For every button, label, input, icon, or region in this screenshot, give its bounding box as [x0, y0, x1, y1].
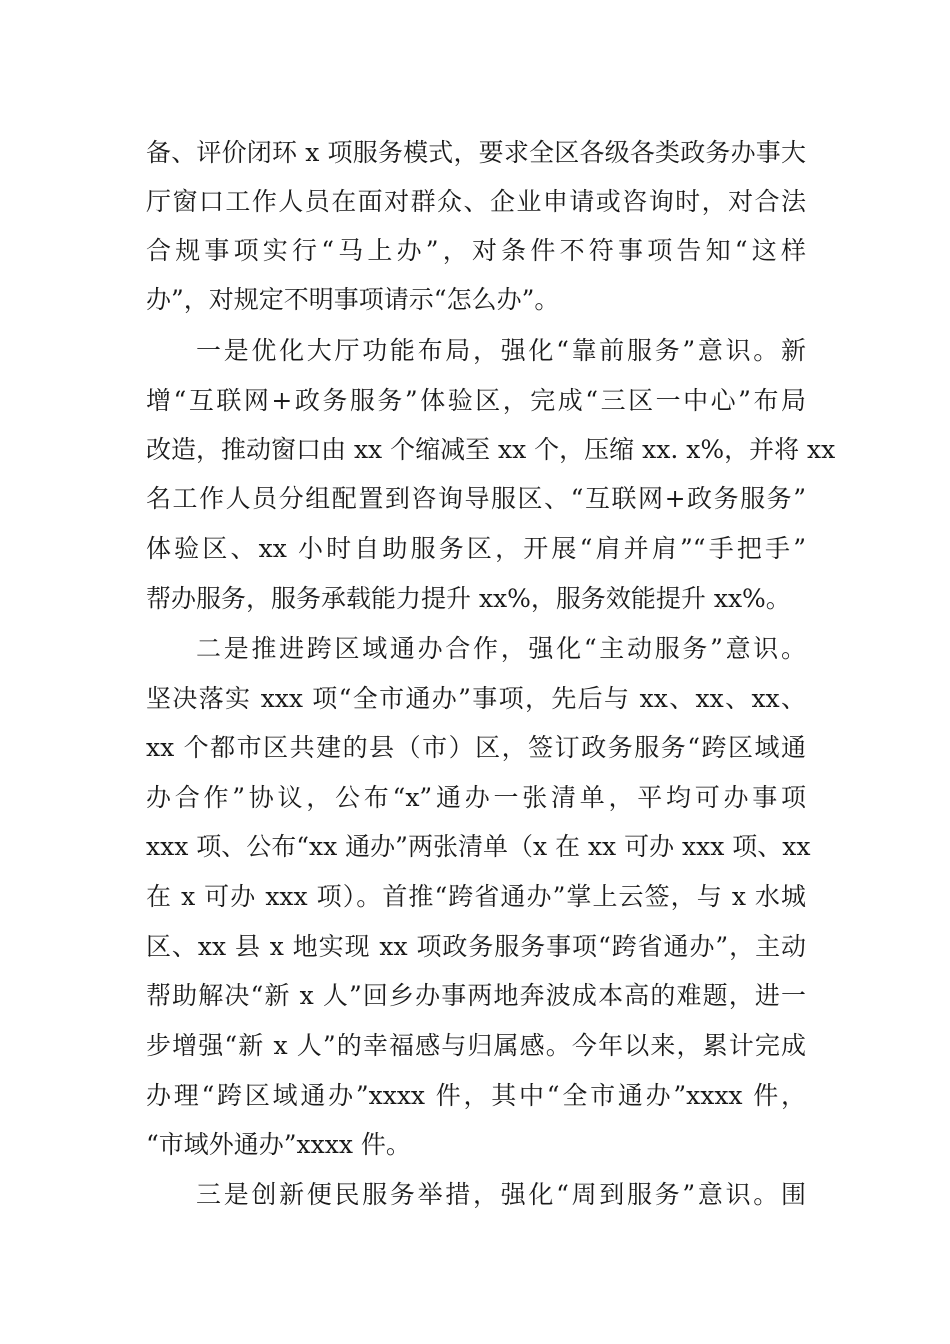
text-line: 在 x 可办 xxx 项）。首推“跨省通办”掌上云签，与 x 水城 [146, 882, 806, 911]
text-line: 办理“跨区域通办”xxxx 件，其中“全市通办”xxxx 件， [146, 1081, 806, 1110]
text-line: 帮办服务，服务承载能力提升 xx%，服务效能提升 xx%。 [146, 584, 791, 613]
text-line: 增“互联网+政务服务”体验区，完成“三区一中心”布局 [146, 386, 806, 415]
text-line: “市域外通办”xxxx 件。 [146, 1130, 411, 1159]
text-line: xxx 项、公布“xx 通办”两张清单（x 在 xx 可办 xxx 项、xx [146, 832, 811, 861]
text-line: 办”，对规定不明事项请示“怎么办”。 [146, 285, 560, 314]
text-line: 办合作”协议，公布“x”通办一张清单，平均可办事项 [146, 783, 806, 812]
paragraph-first-line: 二是推进跨区域通办合作，强化“主动服务”意识。 [196, 634, 806, 663]
paragraph-first-line: 三是创新便民服务举措，强化“周到服务”意识。围 [196, 1180, 806, 1209]
paragraph-first-line: 一是优化大厅功能布局，强化“靠前服务”意识。新 [196, 336, 806, 365]
text-line: 帮助解决“新 x 人”回乡办事两地奔波成本高的难题，进一 [146, 981, 806, 1010]
text-line: 改造，推动窗口由 xx 个缩减至 xx 个，压缩 xx. x%，并将 xx [146, 435, 836, 464]
text-line: 体验区、xx 小时自助服务区，开展“肩并肩”“手把手” [146, 534, 806, 563]
text-line: 合规事项实行“马上办”，对条件不符事项告知“这样 [146, 236, 806, 265]
text-line: 备、评价闭环 x 项服务模式，要求全区各级各类政务办事大 [146, 138, 806, 167]
text-line: 区、xx 县 x 地实现 xx 项政务服务事项“跨省通办”，主动 [146, 932, 806, 961]
text-line: 名工作人员分组配置到咨询导服区、“互联网+政务服务” [146, 484, 806, 513]
text-line: 步增强“新 x 人”的幸福感与归属感。今年以来，累计完成 [146, 1031, 806, 1060]
text-line: 厅窗口工作人员在面对群众、企业申请或咨询时，对合法 [146, 187, 806, 216]
text-line: xx 个都市区共建的县（市）区，签订政务服务“跨区域通 [146, 733, 806, 762]
text-line: 坚决落实 xxx 项“全市通办”事项，先后与 xx、xx、xx、 [146, 684, 806, 713]
